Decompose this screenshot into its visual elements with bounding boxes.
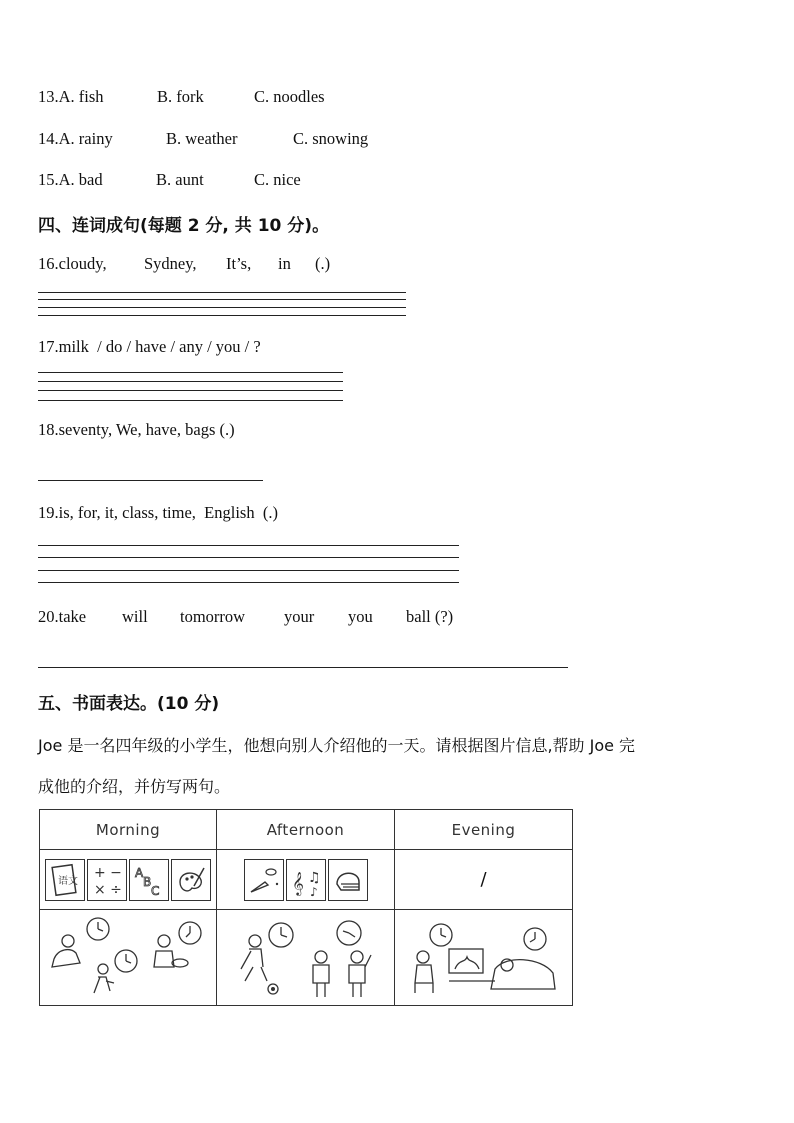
q14-option-b: B. weather [166,129,238,148]
answer-line[interactable] [38,557,459,558]
instruction-line-1: Joe 是一名四年级的小学生，他想向别人介绍他的一天。请根据图片信息,帮助 Joe 完 [38,736,636,755]
music-notes-icon [286,859,326,901]
header-morning: Morning [40,810,217,850]
afternoon-scene [217,910,395,1006]
morning-subjects [40,850,217,910]
q14-option-a: 14.A. rainy [38,129,113,148]
q15-option-c: C. nice [254,170,301,189]
answer-line[interactable] [38,292,406,293]
answer-line[interactable] [38,372,343,373]
q20-word: your [284,607,315,626]
q20-word: tomorrow [180,607,246,626]
svg-text:语文: 语文 [58,875,78,887]
section-4-heading: 四、连词成句(每题 2 分, 共 10 分)。 [38,216,330,236]
header-afternoon: Afternoon [217,810,395,850]
evening-scene [395,910,573,1006]
afternoon-scene-drawing [217,911,394,1005]
svg-text:♫: ♫ [307,869,321,886]
answer-line[interactable] [38,667,568,668]
question-20 [38,607,478,629]
answer-line[interactable] [38,381,343,382]
svg-text:+ −: + − [94,864,122,881]
q20-word: you [348,607,373,626]
question-19: 19.is, for, it, class, time, English (.) [38,503,278,522]
q14-option-c: C. snowing [293,129,369,148]
svg-text:♪: ♪ [309,884,318,899]
question-15 [38,170,438,192]
answer-line[interactable] [38,400,343,401]
q15-option-b: B. aunt [156,170,204,189]
art-palette-icon [171,859,211,901]
svg-text:B: B [143,874,152,889]
svg-text:A: A [135,865,144,880]
answer-line[interactable] [38,307,406,308]
science-rocket-icon [244,859,284,901]
q16-word: Sydney, [144,254,197,273]
q13-option-a: 13.A. fish [38,87,104,106]
question-16 [38,254,418,276]
svg-text:× ÷: × ÷ [94,881,122,898]
question-13 [38,87,438,109]
math-symbols-icon [87,859,127,901]
evening-slash-mark: / [480,869,487,890]
answer-line[interactable] [38,390,343,391]
q13-option-b: B. fork [157,87,204,106]
q15-option-a: 15.A. bad [38,170,103,189]
q20-number: 20.take [38,607,87,626]
svg-text:𝄞: 𝄞 [291,870,304,895]
q16-word: (.) [315,254,331,273]
section-5-heading: 五、书面表达。(10 分) [38,694,220,714]
q16-number: 16.cloudy, [38,254,107,273]
daily-schedule-table [39,809,573,1006]
q20-word: will [122,607,148,626]
header-evening: Evening [395,810,573,850]
abc-letters-icon [129,859,169,901]
morning-scene [40,910,217,1006]
answer-line[interactable] [38,570,459,571]
question-14 [38,129,438,151]
answer-line[interactable] [38,545,459,546]
morning-scene-drawing [40,911,216,1005]
football-helmet-icon [328,859,368,901]
evening-scene-drawing [395,911,572,1005]
evening-subjects [395,850,573,910]
answer-line[interactable] [38,582,459,583]
q16-word: in [278,254,291,273]
chinese-book-icon [45,859,85,901]
q16-word: It’s, [226,254,252,273]
instruction-line-2: 成他的介绍，并仿写两句。 [38,777,231,796]
svg-text:C: C [151,883,160,898]
q13-option-c: C. noodles [254,87,325,106]
question-17: 17.milk / do / have / any / you / ? [38,337,261,356]
answer-line[interactable] [38,315,406,316]
q20-word: ball (?) [406,607,454,626]
answer-line[interactable] [38,299,406,300]
afternoon-subjects [217,850,395,910]
answer-line[interactable] [38,480,263,481]
question-18: 18.seventy, We, have, bags (.) [38,420,235,439]
